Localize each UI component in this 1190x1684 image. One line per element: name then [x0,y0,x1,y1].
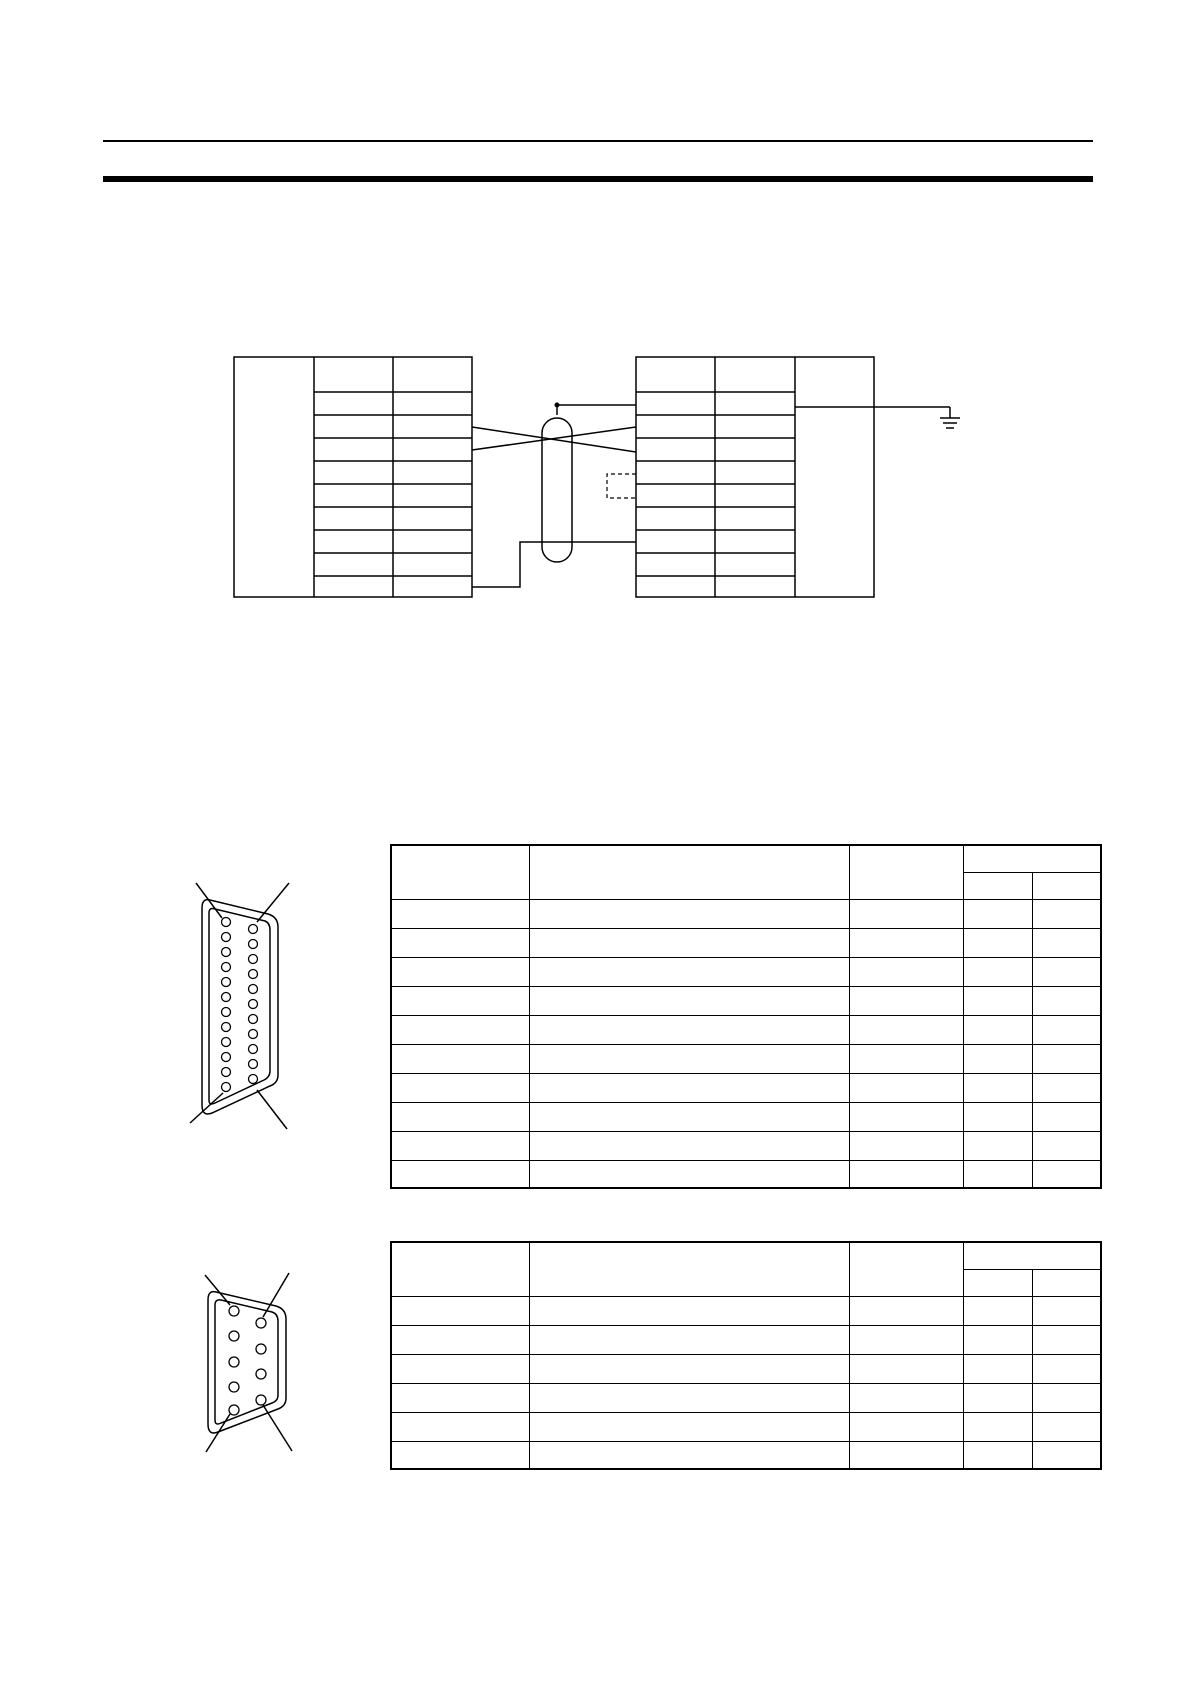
right-connector-block [636,357,874,597]
table-row [391,1296,1101,1325]
db25-connector-icon [190,883,289,1129]
table-row [391,899,1101,928]
table-row [391,986,1101,1015]
table-row [391,1441,1101,1469]
db9-connector-icon [205,1273,292,1452]
table-row [391,928,1101,957]
table-row [391,1044,1101,1073]
table-row [391,1412,1101,1441]
table-header-row [391,1242,1101,1269]
table-row [391,1073,1101,1102]
table-row [391,1383,1101,1412]
table-header-row [391,845,1101,872]
table-row [391,1102,1101,1131]
left-connector-block [234,357,472,597]
dashed-jumper [607,474,636,498]
table-row [391,957,1101,986]
db9-pin-table [390,1241,1102,1470]
table-row [391,1015,1101,1044]
table-row [391,1354,1101,1383]
table-row [391,1325,1101,1354]
db25-pin-table [390,844,1102,1189]
table-row [391,1160,1101,1188]
table-row [391,1131,1101,1160]
